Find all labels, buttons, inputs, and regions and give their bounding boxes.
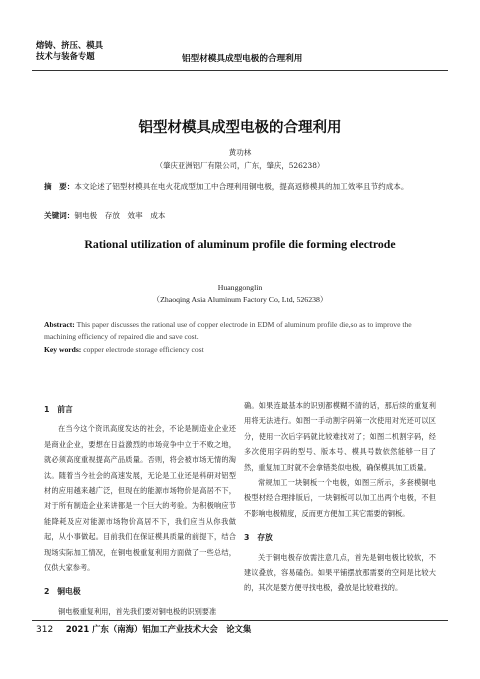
abstract-en: [44, 319, 436, 342]
header-topic-line2: 技术与装备专题: [36, 51, 95, 61]
keywords-cn-label: 关键词：: [44, 211, 75, 220]
abstract-en-label: Abstract:: [44, 320, 75, 329]
body-column-right: [244, 398, 436, 596]
abstract-cn: [44, 180, 436, 194]
section-heading-copper-electrode: 2 铜电极: [44, 587, 81, 597]
keywords-cn: [44, 210, 436, 221]
body-column-left: [44, 400, 236, 619]
footer-divider: [32, 620, 448, 621]
author-cn: 黄功林: [228, 148, 252, 157]
paper-title-en: Rational utilization of aluminum profile die forming electrode: [84, 237, 396, 251]
section-heading-storage: 3 存放: [244, 533, 273, 543]
conference-name: 2021 广东（南海）铝加工产业技术大会 论文集: [65, 624, 252, 634]
abstract-en-text: This paper discusses the rational use of copper electrode in EDM of aluminum profile die,so as to improve the machining efficiency of repaired die and save cost.: [44, 320, 412, 341]
section-introduction-text: 在当今这个资讯高度发达的社会，不论是制造业企业还是商业企业，要想在日益激烈的市场竞争中立于不败之地，就必须高度重视提高产品质量。否则，将会被市场无情的淘汰。随着当今社会的高速发展，无论是工业还是科研对铝型材的应用越来越广泛，但现在的能源市场物价是高居不下，对于所有制造企业来讲都是一个巨大的考验。为积极响应节能降耗及应对能源市场物价高居不下，我们应当从你我做起，从小事做起。目前我们在保证模具质量的前提下，结合现场实际加工情况，在铜电极重复利用方面做了一些总结，仅供大家参考。: [44, 424, 236, 573]
affiliation-cn: （肇庆亚洲铝厂有限公司，广东，肇庆，526238）: [155, 161, 325, 170]
section-copper-electrode-continued: 确。如果连最基本的识别都模糊不清的话，那后续的重复利用将无法进行。如图一手动割字码第一次使用对光还可以区分，使用一次后字码就比较难找对了；如图二机割字码，经多次使用字码的型号、版本号、模具号数依然能够一目了然，重复加工时就不会拿错类似电极，确保模具加工质量。: [244, 401, 436, 472]
keywords-en: [44, 345, 436, 354]
header-running-title: 铝型材模具成型电极的合理利用: [182, 54, 303, 64]
affiliation-en: （Zhaoqing Asia Aluminum Factory Co, Ltd, 526238）: [152, 295, 328, 304]
abstract-cn-label: 摘 要：: [44, 182, 75, 191]
header-topic-line1: 熔铸、挤压、模具: [36, 40, 103, 50]
page-footer: [36, 623, 251, 635]
author-en: Huanggonglin: [217, 283, 263, 292]
abstract-cn-text: 本文论述了铝型材模具在电火花成型加工中合理利用铜电极，提高返修模具的加工效率且节约成本。: [74, 182, 409, 191]
section-heading-introduction: 1 前言: [44, 405, 73, 414]
page-number: 312: [36, 625, 54, 635]
keywords-en-text: copper electrode storage efficiency cost: [83, 345, 204, 354]
keywords-cn-text: 铜电极 存放 效率 成本: [74, 211, 166, 220]
section-copper-electrode-paragraph2: 常规加工一块铜板一个电极，如图三所示，多套模铜电极型材经合理排版后，一块铜板可以加工出两个电极，不但不影响电极精度，反而更方便加工其它需要的铜板。: [244, 478, 436, 518]
paper-title-cn: 铝型材模具成型电极的合理利用: [138, 120, 342, 136]
section-copper-electrode-text: 铜电极重复利用，首先我们要对铜电极的识别要准: [58, 606, 217, 616]
header-topic: [36, 40, 103, 62]
section-storage-text: 关于铜电极存放需注意几点，首先是铜电极比较软，不建议叠放，容易磕伤。如果平铺摆放那需要的空间是比较大的，其次是要方便寻找电极，叠放是比较难找的。: [244, 552, 436, 593]
header-divider: [32, 70, 448, 71]
keywords-en-label: Key words:: [44, 345, 82, 354]
